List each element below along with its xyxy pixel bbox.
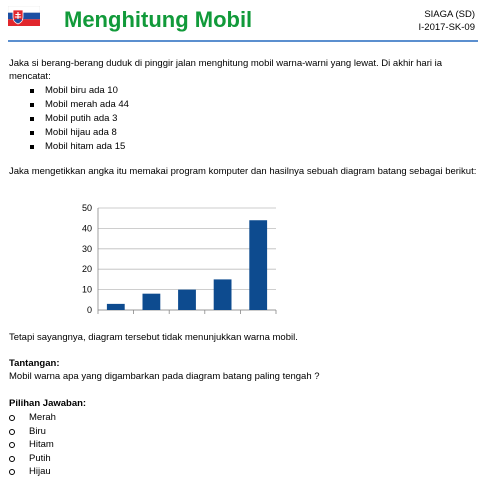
answer-option[interactable]: Biru — [9, 425, 56, 439]
answer-option[interactable]: Hitam — [9, 438, 56, 452]
answers-heading: Pilihan Jawaban: — [9, 398, 87, 409]
page-title: Menghitung Mobil — [64, 7, 253, 32]
answer-options — [9, 411, 56, 479]
list-item: Mobil hitam ada 15 — [30, 140, 129, 154]
bar — [249, 220, 267, 310]
y-tick-label: 10 — [81, 284, 92, 295]
task-level: SIAGA (SD) — [424, 9, 475, 20]
chart-note-text: Tetapi sayangnya, diagram tersebut tidak menunjukkan warna mobil. — [9, 332, 298, 343]
list-item: Mobil biru ada 10 — [30, 84, 129, 98]
bar — [178, 290, 196, 310]
answer-option[interactable]: Merah — [9, 411, 56, 425]
y-tick-label: 40 — [81, 223, 92, 234]
task-id: I-2017-SK-09 — [418, 22, 475, 33]
answer-option[interactable]: Hijau — [9, 465, 56, 479]
intro-text: Jaka si berang-berang duduk di pinggir jalan menghitung mobil warna-warni yang lewat. Di akhir hari ia mencatat: — [9, 58, 443, 82]
task-code — [418, 8, 475, 34]
y-tick-label: 20 — [81, 264, 92, 275]
header-divider — [8, 40, 478, 42]
chart-intro-text: Jaka mengetikkan angka itu memakai program komputer dan hasilnya sebuah diagram batang sebagai berikut: — [9, 166, 477, 177]
bar — [214, 279, 232, 310]
y-tick-label: 0 — [86, 305, 92, 315]
car-count-list — [30, 84, 129, 154]
page-header — [0, 0, 485, 40]
bar — [143, 294, 161, 310]
list-item: Mobil putih ada 3 — [30, 112, 129, 126]
challenge-question: Mobil warna apa yang digambarkan pada diagram batang paling tengah ? — [9, 371, 320, 382]
list-item: Mobil hijau ada 8 — [30, 126, 129, 140]
y-tick-label: 30 — [81, 243, 92, 254]
bar — [107, 304, 125, 310]
answer-option[interactable]: Putih — [9, 452, 56, 466]
y-tick-label: 50 — [81, 203, 92, 213]
slovakia-flag-icon — [8, 6, 40, 26]
list-item: Mobil merah ada 44 — [30, 98, 129, 112]
bar-chart — [60, 198, 290, 323]
challenge-heading: Tantangan: — [9, 358, 60, 369]
